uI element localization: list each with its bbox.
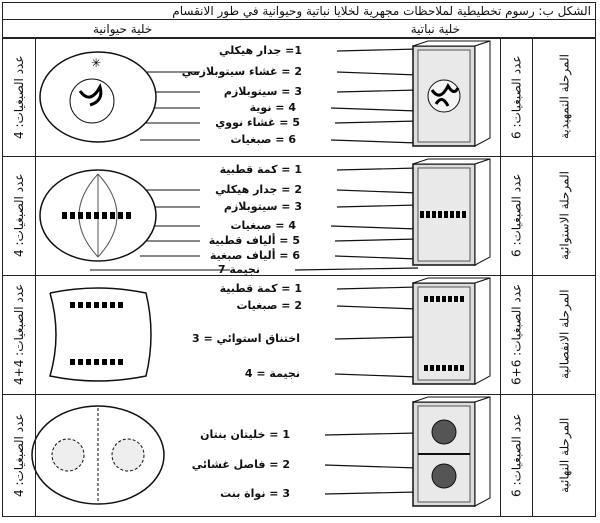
structure-label: 1= جدار هيكلي: [218, 44, 302, 57]
plant-cell-header: خلية نباتية: [410, 22, 460, 36]
structure-label: نجيمة = 4: [244, 367, 300, 380]
phase-name: المرحلة الانفصالية: [557, 289, 572, 380]
structure-label: نجيمة 7: [217, 263, 260, 276]
structure-label: 2 = صبغيات: [236, 299, 302, 312]
structure-label: 1 = كمة قطبية: [219, 282, 302, 295]
plant-chromosome-count: عدد الصبغيات: 6+6: [509, 283, 524, 386]
animal-chromosome-count: عدد الصبغيات: 4+4: [12, 283, 26, 386]
structure-label: 2 = غشاء سيتوبلازمي: [181, 65, 302, 78]
phase-name: المرحلة النهائية: [557, 417, 572, 493]
structure-label: 5 = ألياف قطبية: [208, 234, 300, 247]
structure-label: 2 = فاصل غشائي: [191, 458, 290, 471]
phase-name: المرحلة التمهيدية: [557, 54, 572, 140]
animal-cell-header: خلية حيوانية: [93, 22, 153, 36]
structure-label: 6 = ألياف صبغية: [209, 249, 300, 262]
animal-chromosome-count: عدد الصبغيات: 4: [12, 55, 26, 139]
structure-label: 4 = نوية: [249, 101, 296, 114]
animal-chromosome-count: عدد الصبغيات: 4: [12, 413, 26, 497]
structure-label: 3 = سيتوبلازم: [223, 200, 302, 213]
phase-name: المرحلة الاستوائية: [557, 171, 572, 260]
structure-label: 3 = نواة بنت: [220, 487, 290, 500]
plant-chromosome-count: عدد الصبغيات: 6: [509, 55, 524, 139]
structure-label: 2 = جدار هيكلي: [215, 183, 302, 196]
structure-label: 1 = خليتان بنتان: [200, 428, 290, 441]
figure-title: الشكل ب: رسوم تخطيطية لملاحظات مجهرية لخلايا نباتية وحيوانية في طور الانقسام: [172, 4, 591, 18]
structure-label: اختناق استوائي = 3: [191, 332, 300, 345]
structure-label: 4 = صبغيات: [230, 219, 296, 232]
plant-chromosome-count: عدد الصبغيات: 6: [509, 413, 524, 497]
structure-label: 6 = صبغيات: [230, 133, 296, 146]
structure-label: 3 = سيتوبلازم: [223, 85, 302, 98]
structure-label: 1 = كمة قطبية: [219, 163, 302, 176]
plant-chromosome-count: عدد الصبغيات: 6: [509, 173, 524, 258]
animal-chromosome-count: عدد الصبغيات: 4: [12, 173, 26, 258]
structure-label: 5 = غشاء نووي: [215, 116, 300, 129]
centrosome-icon: ✳: [90, 56, 102, 70]
